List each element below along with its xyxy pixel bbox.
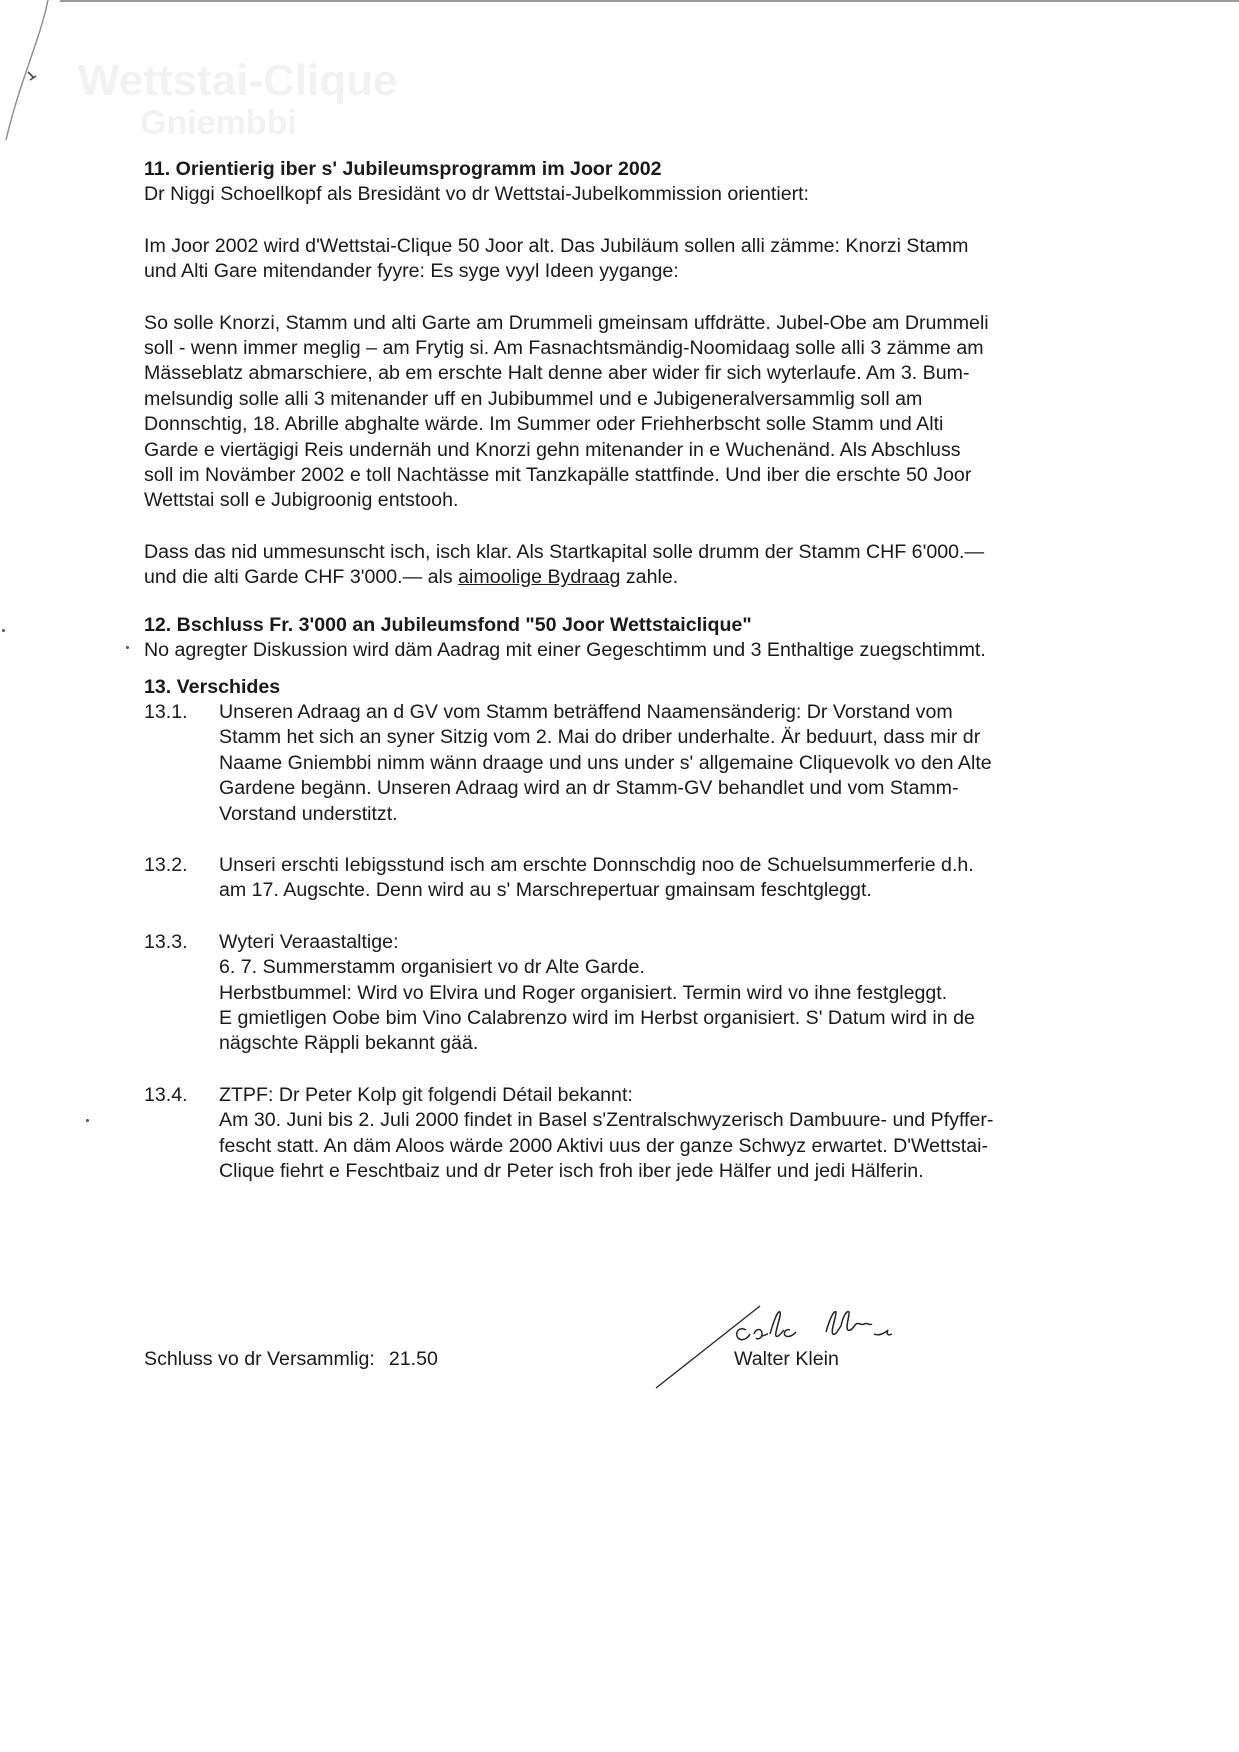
handwritten-signature xyxy=(650,1300,950,1390)
item-text xyxy=(219,1083,1144,1185)
underlined-term: aimoolige Bydraag xyxy=(458,566,621,589)
closing-time: 21.50 xyxy=(388,1348,438,1370)
paragraph-line: soll - wenn immer meglig – am Frytig si. Am Fasnachtsmändig-Noomidaag solle alli 3 zämme am xyxy=(144,337,984,360)
paragraph-line: Mässeblatz abmarschiere, ab em erschte Halt denne aber wider fir sich wyterlaufe. Am 3. Bum- xyxy=(144,362,970,385)
paragraph-line: So solle Knorzi, Stamm und alti Garte am Drummeli gmeinsam uffdrätte. Jubel-Obe am Drummeli xyxy=(144,311,989,334)
item-line: ZTPF: Dr Peter Kolp git folgendi Détail bekannt: xyxy=(219,1083,633,1106)
list-item xyxy=(144,853,1144,904)
document-body xyxy=(144,157,1144,1184)
paragraph-line xyxy=(144,565,1144,590)
section-12 xyxy=(144,613,1144,664)
item-line: Herbstbummel: Wird vo Elvira und Roger organisiert. Termin wird vo ihne festgleggt. xyxy=(219,981,948,1004)
signer-name: Walter Klein xyxy=(734,1348,839,1370)
paragraph-line: Donnschtig, 18. Abrille abghalte wärde. Im Summer oder Friehherbscht solle Stamm und Alti xyxy=(144,413,944,436)
text-run: zahle. xyxy=(620,566,679,589)
bleed-through-subtitle: Gniembbi xyxy=(140,104,297,142)
closing-line xyxy=(144,1347,438,1372)
section-13 xyxy=(144,675,1144,1185)
section-heading: 12. Bschluss Fr. 3'000 an Jubileumsfond "50 Joor Wettstaiclique" xyxy=(144,613,752,636)
item-number: 13.2. xyxy=(144,853,188,876)
list-item xyxy=(144,700,1144,827)
scan-corner-mark xyxy=(0,0,80,150)
section-intro: Dr Niggi Schoellkopf als Bresidänt vo dr Wettstai-Jubelkommission orientiert: xyxy=(144,183,810,206)
item-line: Stamm het sich an syner Sitzig vom 2. Mai do driber underhalte. Är beduurt, dass mir dr xyxy=(219,726,981,749)
margin-mark xyxy=(126,646,129,649)
list-item xyxy=(144,1083,1144,1185)
paragraph-line: Dass das nid ummesunscht isch, isch klar. Als Startkapital solle drumm der Stamm CHF 6'000.— xyxy=(144,540,985,563)
item-line: Clique fiehrt e Feschtbaiz und dr Peter isch froh iber jede Hälfer und jedi Hälferin. xyxy=(219,1160,924,1182)
list-item xyxy=(144,930,1144,1057)
item-line: am 17. Augschte. Denn wird au s' Marschrepertuar gmainsam feschtgleggt. xyxy=(219,879,872,902)
bleed-through-title: Wettstai-Clique xyxy=(78,56,398,105)
item-line: 6. 7. Summerstamm organisiert vo dr Alte Garde. xyxy=(219,956,645,979)
paragraph-line: soll im Novämber 2002 e toll Nachtässe mit Tanzkapälle stattfinde. Und iber die erschte 50 Joor xyxy=(144,464,972,487)
paragraph-line: Garde e viertägigi Reis undernäh und Knorzi gehn mitenander in e Wuchenänd. Als Abschluss xyxy=(144,438,961,461)
item-number: 13.1. xyxy=(144,700,188,723)
scan-edge-line xyxy=(60,0,1239,2)
item-line: Unseren Adraag an d GV vom Stamm beträffend Naamensänderig: Dr Vorstand vom xyxy=(219,700,953,723)
paragraph-line: melsundig solle alli 3 mitenander uff en Jubibummel und e Jubigeneralversammlig soll am xyxy=(144,387,923,410)
paragraph-line: No agregter Diskussion wird däm Aadrag mit einer Gegeschtimm und 3 Enthaltige zuegschtimmt. xyxy=(144,639,986,662)
text-run: und die alti Garde CHF 3'000.— als xyxy=(144,566,459,589)
section-heading: 11. Orientierig iber s' Jubileumsprogramm im Joor 2002 xyxy=(144,158,662,180)
paragraph-line: Wettstai soll e Jubigroonig entstooh. xyxy=(144,489,459,512)
item-line: fescht statt. An däm Aloos wärde 2000 Aktivi uus der ganze Schwyz erwartet. D'Wettstai- xyxy=(219,1134,988,1157)
item-line: nägschte Räppli bekannt gää. xyxy=(219,1032,479,1055)
item-text xyxy=(219,700,1144,827)
item-number: 13.3. xyxy=(144,930,188,953)
item-line: Am 30. Juni bis 2. Juli 2000 findet in Basel s'Zentralschwyzerisch Dambuure- und Pfyffer- xyxy=(219,1109,994,1132)
item-line: Vorstand understitzt. xyxy=(219,802,398,825)
item-line: E gmietligen Oobe bim Vino Calabrenzo wird im Herbst organisiert. S' Datum wird in de xyxy=(219,1006,975,1029)
margin-mark xyxy=(86,1119,89,1122)
item-text xyxy=(219,930,1144,1057)
item-line: Gardene begänn. Unseren Adraag wird an dr Stamm-GV behandlet und vom Stamm- xyxy=(219,777,959,800)
item-line: Wyteri Veraastaltige: xyxy=(219,930,399,953)
margin-mark xyxy=(2,629,5,632)
section-heading: 13. Verschides xyxy=(144,675,281,698)
closing-label: Schluss vo dr Versammlig: xyxy=(144,1348,375,1370)
item-text xyxy=(219,853,1144,904)
item-number: 13.4. xyxy=(144,1083,188,1106)
item-line: Unseri erschti Iebigsstund isch am erschte Donnschdig noo de Schuelsummerferie d.h. xyxy=(219,853,974,876)
paragraph-line: und Alti Gare mitendander fyyre: Es syge vyyl Ideen yygange: xyxy=(144,260,679,283)
section-11 xyxy=(144,157,1144,591)
item-line: Naame Gniembbi nimm wänn draage und uns under s' allgemaine Cliquevolk vo den Alte xyxy=(219,751,992,774)
paragraph-line: Im Joor 2002 wird d'Wettstai-Clique 50 Joor alt. Das Jubiläum sollen alli zämme: Knorzi Stamm xyxy=(144,234,969,257)
